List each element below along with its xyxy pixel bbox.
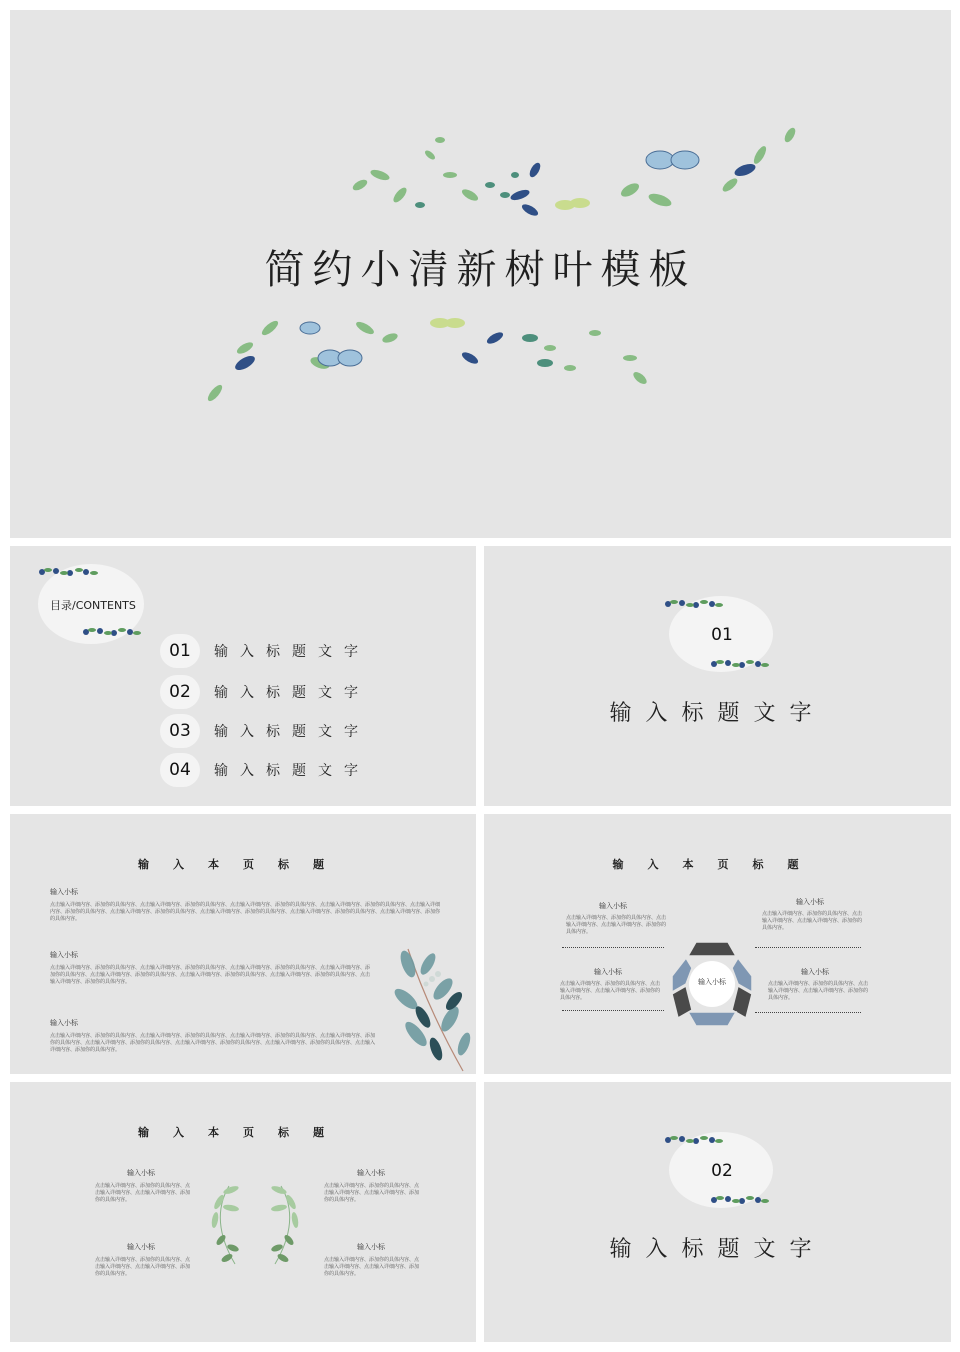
content-wreath-slide[interactable] <box>10 1082 476 1342</box>
toc-number: 04 <box>160 753 200 787</box>
leaf-sprig-icon <box>662 596 724 612</box>
toc-number: 01 <box>160 634 200 668</box>
section-title: 输入标题文字 <box>609 1237 826 1262</box>
subheading: 输入小标 <box>50 951 78 959</box>
paragraph: 点击输入详细内容、添加你的具体内容、点击输入详细内容、点击输入详细内容、添加你的具体内容。 <box>324 1183 420 1203</box>
paragraph: 点击输入详细内容、添加你的具体内容、点击输入详细内容、添加你的具体内容、点击输入详细内容、添加你的具体内容、点击输入详细内容、添加你的具体内容、点击输入详细内容、添加你的具体内容、点击输入详细内容、添加你的具体内容、点击输入详细内容、添加你的具体内容、点击输入详细内容、添加你的具体内容。 <box>50 965 371 985</box>
toc-item-text: 输入标题文字 <box>214 644 370 660</box>
toc-item[interactable] <box>160 634 370 668</box>
toc-label: 目录/CONTENTS <box>50 599 136 612</box>
subheading: 输入小标 <box>127 1169 155 1177</box>
content-text-slide[interactable] <box>10 814 476 1074</box>
page-title: 输入本页标题 <box>138 1126 348 1139</box>
page-title: 输入本页标题 <box>612 858 823 871</box>
subheading: 输入小标 <box>50 1019 78 1027</box>
divider <box>562 947 664 948</box>
divider <box>755 947 861 948</box>
divider <box>562 1010 664 1011</box>
subheading: 输入小标 <box>594 968 622 976</box>
cover-title: 简约小清新树叶模板 <box>264 247 697 293</box>
paragraph: 点击输入详细内容、添加你的具体内容、点击输入详细内容、添加你的具体内容、点击输入详细内容、添加你的具体内容、点击输入详细内容、添加你的具体内容、点击输入详细内容、添加你的具体内容、点击输入详细内容、添加你的具体内容、点击输入详细内容、添加你的具体内容、点击输入详细内容、添加你的具体内容。 <box>50 1033 376 1053</box>
subheading: 输入小标 <box>801 968 829 976</box>
paragraph: 点击输入详细内容、添加你的具体内容、点击输入详细内容、添加你的具体内容、点击输入详细内容、添加你的具体内容、点击输入详细内容、添加你的具体内容、点击输入详细内容、添加你的具体内容、点击输入详细内容、添加你的具体内容、点击输入详细内容、添加你的具体内容、点击输入详细内容、添加你的具体内容、点击输入详细内容、添加你的具体内容。 <box>50 902 441 922</box>
section-slide-2[interactable] <box>484 1082 951 1342</box>
toc-number: 03 <box>160 714 200 748</box>
toc-item[interactable] <box>160 753 370 787</box>
leaf-sprig-icon <box>708 656 770 672</box>
toc-number: 02 <box>160 675 200 709</box>
section-number: 02 <box>711 1161 733 1181</box>
subheading: 输入小标 <box>796 898 824 906</box>
subheading: 输入小标 <box>357 1169 385 1177</box>
subheading: 输入小标 <box>599 902 627 910</box>
section-title: 输入标题文字 <box>609 701 826 726</box>
toc-item-text: 输入标题文字 <box>214 763 370 779</box>
cover-slide[interactable] <box>10 10 951 538</box>
paragraph: 点击输入详细内容、添加你的具体内容、点击输入详细内容、点击输入详细内容、添加你的具体内容。 <box>95 1257 191 1277</box>
top-leaf-decoration <box>340 115 800 225</box>
subheading: 输入小标 <box>127 1243 155 1251</box>
toc-slide[interactable] <box>10 546 476 806</box>
divider <box>755 1012 861 1013</box>
leaf-sprig-icon <box>708 1192 770 1208</box>
paragraph: 点击输入详细内容、添加你的具体内容、点击输入详细内容、点击输入详细内容、添加你的具体内容。 <box>95 1183 191 1203</box>
bottom-leaf-decoration <box>200 308 660 408</box>
paragraph: 点击输入详细内容、添加你的具体内容、点击输入详细内容、点击输入详细内容、添加你的具体内容。 <box>566 915 667 935</box>
toc-item-text: 输入标题文字 <box>214 685 370 701</box>
toc-item-text: 输入标题文字 <box>214 724 370 740</box>
eucalyptus-branch-icon <box>388 939 476 1074</box>
laurel-wreath-icon <box>205 1180 305 1272</box>
section-number: 01 <box>711 625 733 645</box>
toc-item[interactable] <box>160 714 370 748</box>
content-hex-slide[interactable] <box>484 814 951 1074</box>
leaf-sprig-icon <box>34 564 100 580</box>
paragraph: 点击输入详细内容、添加你的具体内容、点击输入详细内容、点击输入详细内容、添加你的具体内容。 <box>762 911 863 931</box>
paragraph: 点击输入详细内容、添加你的具体内容、点击输入详细内容、点击输入详细内容、添加你的具体内容。 <box>324 1257 420 1277</box>
page-title: 输入本页标题 <box>138 858 348 871</box>
section-slide-1[interactable] <box>484 546 951 806</box>
paragraph: 点击输入详细内容、添加你的具体内容、点击输入详细内容、点击输入详细内容、添加你的具体内容。 <box>560 981 661 1001</box>
paragraph: 点击输入详细内容、添加你的具体内容、点击输入详细内容、点击输入详细内容、添加你的具体内容。 <box>768 981 869 1001</box>
toc-item[interactable] <box>160 675 370 709</box>
leaf-sprig-icon <box>80 624 142 640</box>
subheading: 输入小标 <box>357 1243 385 1251</box>
hexagon-center-label: 输入小标 <box>698 978 726 986</box>
subheading: 输入小标 <box>50 888 78 896</box>
leaf-sprig-icon <box>662 1132 724 1148</box>
